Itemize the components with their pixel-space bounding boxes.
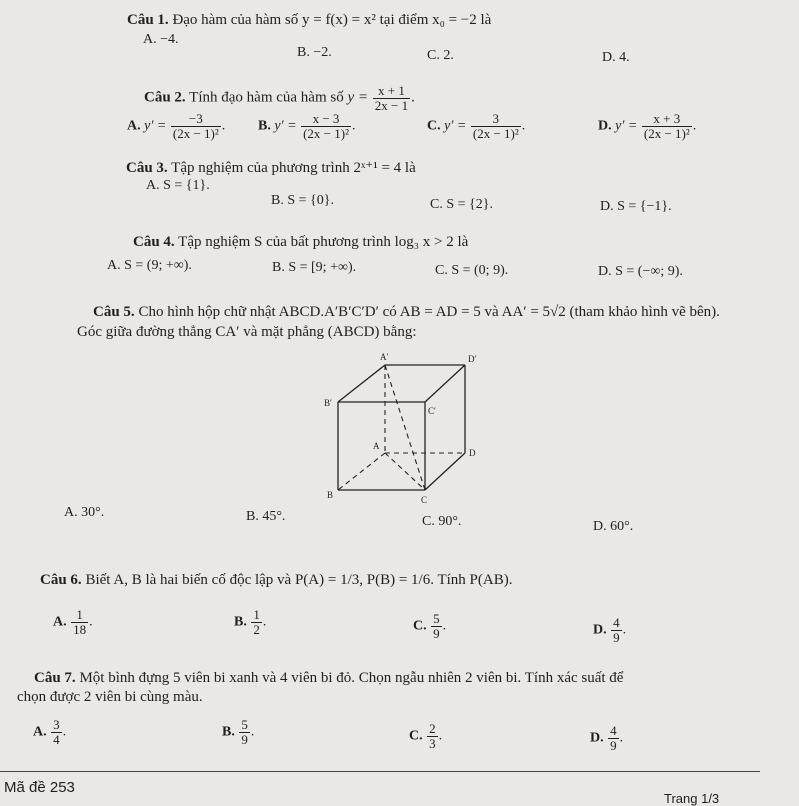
question-1-stem: Đạo hàm của hàm số y = f(x) = x² tại điểm x₀ = −2 là: [172, 12, 492, 28]
frac-num: 2: [429, 721, 436, 736]
q6-option-c[interactable]: C. $\frac{5}{9}$ .: [413, 611, 447, 641]
q1-option-c[interactable]: C. 2.: [427, 48, 454, 63]
option-fraction: [239, 718, 250, 746]
q6-option-d[interactable]: D. $\frac{4}{9}$ .: [593, 615, 627, 645]
question-7-text-line-2: chọn được 2 viên bi cùng màu.: [17, 689, 203, 705]
frac-den: (2x − 1)²: [472, 125, 519, 141]
question-2-lhs: y =: [347, 89, 368, 106]
option-lhs: y′ =: [274, 118, 297, 134]
label-c1: C′: [428, 406, 436, 416]
option-fraction: [171, 112, 221, 140]
label-a: A: [373, 441, 380, 451]
frac-den: (2x − 1)²: [643, 125, 690, 141]
q7-option-a[interactable]: A. $\frac{3}{4}$ .: [33, 717, 67, 747]
option-fraction: [51, 718, 62, 746]
q7-option-c[interactable]: C. $\frac{2}{3}$ .: [409, 721, 443, 751]
label-a1: A′: [380, 352, 389, 362]
frac-den: 4: [53, 731, 60, 747]
question-5-text-line-2: Góc giữa đường thẳng CA′ và mặt phẳng (ABCD) bằng:: [77, 324, 417, 340]
question-4-label: Câu 4.: [133, 234, 175, 250]
question-3-stem: Tập nghiệm của phương trình 2ˣ⁺¹ = 4 là: [171, 160, 416, 176]
q1-option-a[interactable]: A. −4.: [143, 32, 179, 47]
frac-num: 5: [241, 717, 248, 732]
question-5-label: Câu 5.: [93, 304, 135, 320]
question-4-stem: Tập nghiệm S của bất phương trình log₃ x > 2 là: [178, 234, 469, 250]
edge-c-d: [425, 453, 465, 490]
q4-option-a[interactable]: A. S = (9; +∞).: [107, 258, 192, 273]
frac-den: (2x − 1)²: [303, 125, 349, 141]
option-label: D.: [598, 118, 612, 134]
question-6-stem: Biết A, B là hai biến cố độc lập và P(A) = 1/3, P(B) = 1/6. Tính P(AB).: [85, 572, 513, 588]
exam-code: Mã đề 253: [4, 779, 75, 796]
frac-num: x + 3: [653, 111, 681, 126]
option-fraction: [642, 112, 692, 140]
option-fraction: [608, 724, 619, 752]
q3-option-c[interactable]: C. S = {2}.: [430, 197, 493, 212]
option-fraction: [251, 608, 262, 636]
q4-option-b[interactable]: B. S = [9; +∞).: [272, 260, 357, 275]
edge-a-b-hidden: [338, 453, 385, 490]
option-label: C.: [413, 618, 427, 634]
option-fraction: [427, 722, 438, 750]
q4-option-d[interactable]: D. S = (−∞; 9).: [598, 264, 683, 279]
q2-option-d[interactable]: D. y′ = $\frac{x + 3}{\text{(2x − 1)²}}$ .: [598, 111, 697, 141]
q5-option-b[interactable]: B. 45°.: [246, 509, 286, 524]
option-fraction: [71, 608, 88, 636]
question-2-text: Câu 2. Tính đạo hàm của hàm số y = $\frac{x + 1}{2x - 1}$ .: [144, 83, 415, 113]
q2-option-c[interactable]: C. y′ = $\frac{3}{\text{(2x − 1)²}}$ .: [427, 111, 526, 141]
q2-option-b[interactable]: B. y′ = $\frac{x - 3}{\text{(2x − 1)²}}$ .: [258, 111, 356, 141]
frac-den: 9: [433, 625, 440, 641]
label-d1: D′: [468, 354, 477, 364]
frac-num: x + 1: [378, 83, 405, 98]
frac-den: 9: [610, 737, 617, 753]
question-2-function: [373, 84, 410, 112]
question-5-text-line-1: [93, 304, 720, 321]
q4-option-c[interactable]: C. S = (0; 9).: [435, 263, 509, 278]
option-label: C.: [427, 118, 441, 134]
option-label: A.: [53, 614, 67, 630]
q5-option-c[interactable]: C. 90°.: [422, 514, 462, 529]
question-2-stem: Tính đạo hàm của hàm số: [189, 89, 344, 106]
frac-num: 5: [433, 611, 440, 626]
q3-option-a[interactable]: A. S = {1}.: [146, 178, 210, 193]
q5-option-d[interactable]: D. 60°.: [593, 519, 634, 534]
option-label: A.: [127, 118, 141, 134]
question-7-label: Câu 7.: [34, 670, 76, 686]
question-6-text: [40, 572, 512, 589]
q6-option-a[interactable]: A. $\frac{1}{18}$ .: [53, 607, 93, 637]
q3-option-d[interactable]: D. S = {−1}.: [600, 199, 672, 214]
label-d: D: [469, 448, 476, 458]
box-figure: [300, 348, 490, 508]
frac-den: 18: [73, 621, 87, 637]
frac-num: 3: [53, 717, 60, 732]
q5-option-a[interactable]: A. 30°.: [64, 505, 105, 520]
option-lhs: y′ =: [615, 118, 638, 134]
question-1-label: Câu 1.: [127, 12, 169, 28]
question-7-text-line-1: [34, 670, 623, 687]
frac-den: (2x − 1)²: [172, 125, 219, 141]
option-label: B.: [258, 118, 271, 134]
option-label: D.: [593, 622, 607, 638]
q1-option-d[interactable]: D. 4.: [602, 50, 630, 65]
question-5-stem: Cho hình hộp chữ nhật ABCD.A′B′C′D′ có AB = AD = 5 và AA′ = 5√2 (tham khảo hình vẽ bên).: [138, 304, 720, 320]
question-7-stem: Một bình đựng 5 viên bi xanh và 4 viên bi đỏ. Chọn ngẫu nhiên 2 viên bi. Tính xác suất để: [79, 670, 624, 686]
option-fraction: [471, 112, 521, 140]
frac-den: 3: [429, 735, 436, 751]
frac-num: 1: [76, 607, 83, 622]
option-fraction: [301, 112, 351, 140]
q6-option-b[interactable]: B. $\frac{1}{2}$ .: [234, 607, 267, 637]
q3-option-b[interactable]: B. S = {0}.: [271, 193, 334, 208]
option-lhs: y′ =: [144, 118, 167, 134]
label-b1: B′: [324, 398, 332, 408]
footer-divider: [0, 771, 760, 772]
q1-option-b[interactable]: B. −2.: [297, 45, 332, 60]
option-label: D.: [590, 730, 604, 746]
edge-a1-b1: [338, 365, 385, 402]
frac-den: 9: [241, 731, 248, 747]
option-label: A.: [33, 724, 47, 740]
question-4-text: [133, 234, 468, 251]
edge-d1-c1: [425, 365, 465, 402]
option-fraction: [611, 616, 622, 644]
q7-option-b[interactable]: B. $\frac{5}{9}$ .: [222, 717, 255, 747]
frac-num: 1: [253, 607, 260, 622]
question-2-label: Câu 2.: [144, 89, 186, 106]
frac-den: 2: [253, 621, 260, 637]
option-label: C.: [409, 728, 423, 744]
frac-num: −3: [188, 111, 203, 126]
option-label: B.: [234, 614, 247, 630]
option-label: B.: [222, 724, 235, 740]
frac-den: 9: [613, 629, 620, 645]
question-1-text: [127, 12, 491, 29]
question-3-text: [126, 158, 416, 177]
option-fraction: [431, 612, 442, 640]
q2-option-a[interactable]: A. y′ = $\frac{-3}{\text{(2x − 1)²}}$ .: [127, 111, 226, 141]
frac-num: x − 3: [312, 111, 340, 126]
label-c: C: [421, 495, 428, 505]
q7-option-d[interactable]: D. $\frac{4}{9}$ .: [590, 723, 624, 753]
page-number: Trang 1/3: [664, 791, 720, 806]
question-3-label: Câu 3.: [126, 160, 168, 176]
frac-num: 4: [610, 723, 617, 738]
frac-den: 2x − 1: [374, 97, 409, 113]
option-lhs: y′ =: [444, 118, 467, 134]
frac-num: 4: [613, 615, 620, 630]
label-b: B: [327, 490, 334, 500]
frac-num: 3: [492, 111, 500, 126]
question-6-label: Câu 6.: [40, 572, 82, 588]
